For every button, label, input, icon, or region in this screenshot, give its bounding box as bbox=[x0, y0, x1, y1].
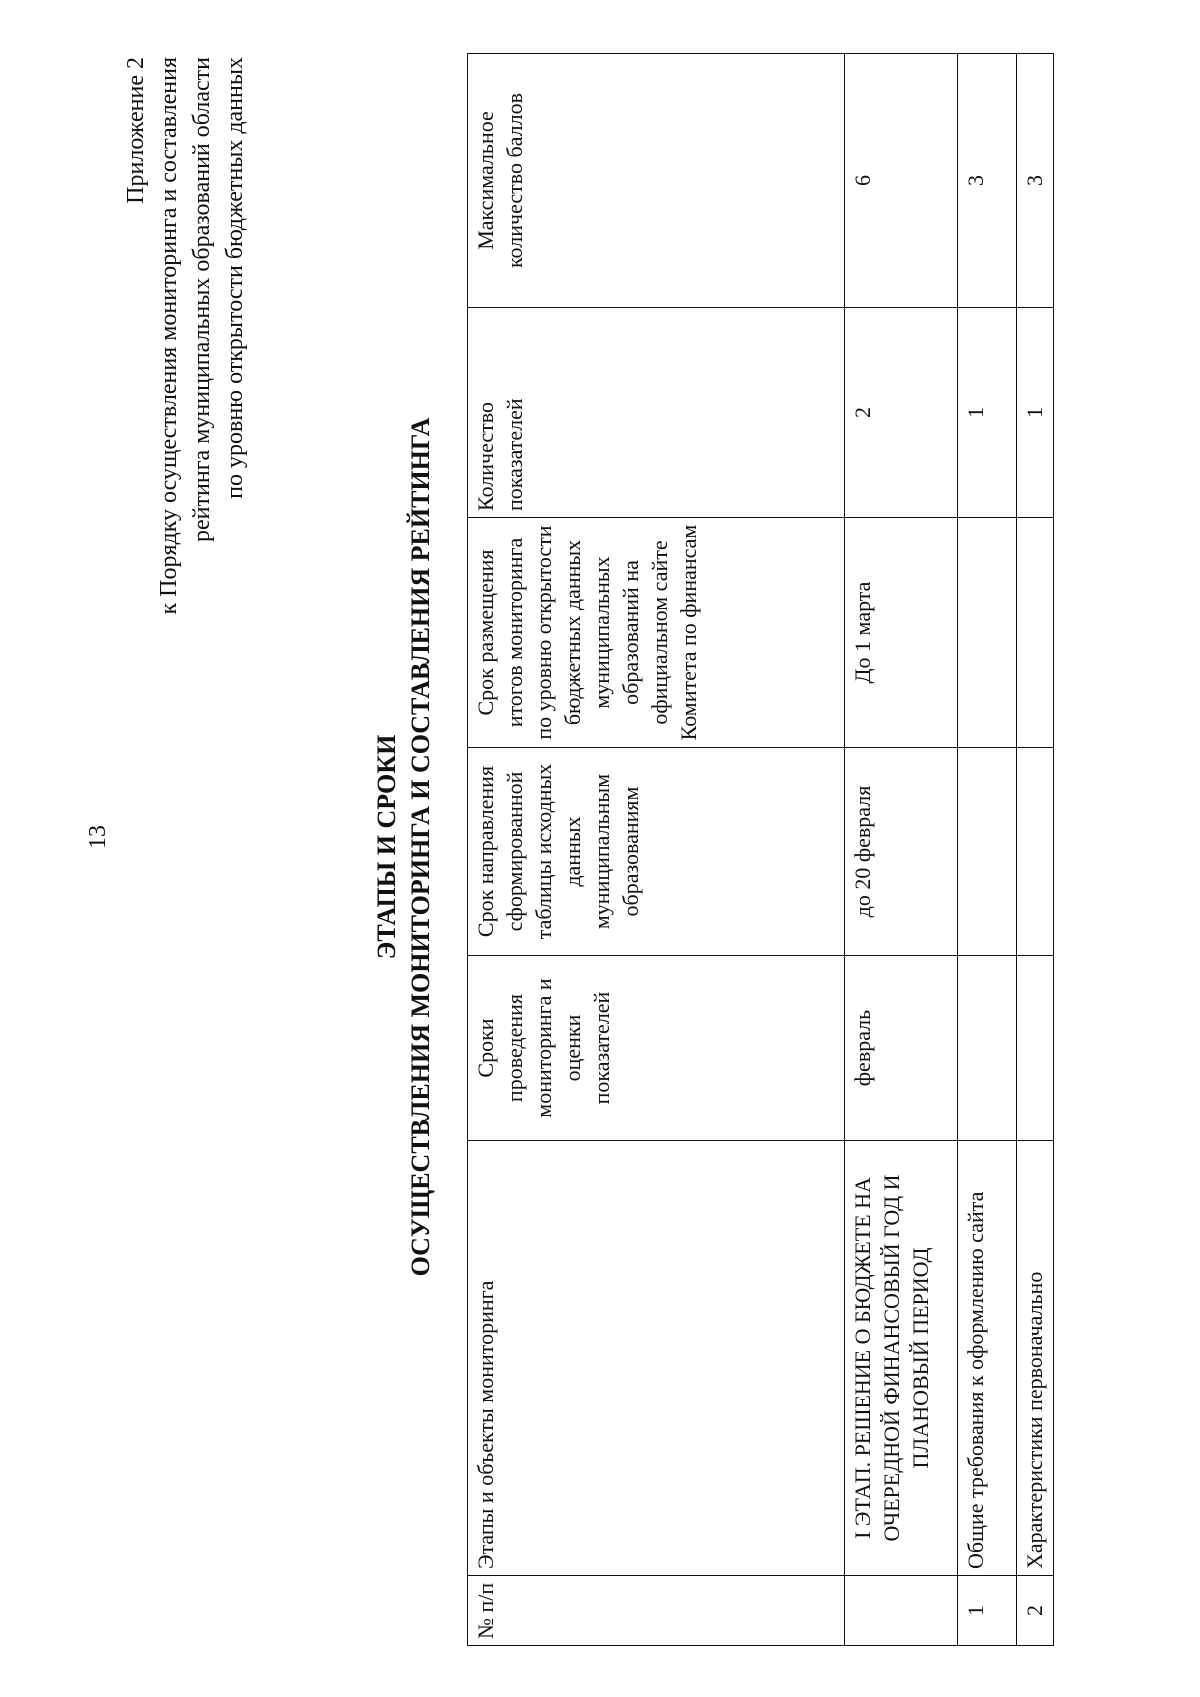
cell-stage: Характеристики первоначально bbox=[1017, 1141, 1054, 1576]
appendix-header bbox=[120, 57, 252, 707]
appendix-line: по уровню открытости бюджетных данных bbox=[222, 57, 248, 499]
monitoring-stages-table bbox=[467, 53, 1054, 1646]
header-send: Срок направления сформированной таблицы исходных данных муниципальным образованиям bbox=[468, 748, 845, 956]
cell-count: 2 bbox=[845, 308, 958, 518]
header-period: Сроки проведения мониторинга и оценки показателей bbox=[468, 956, 845, 1141]
cell-period bbox=[958, 956, 1017, 1141]
cell-place bbox=[958, 518, 1017, 748]
cell-send: до 20 февраля bbox=[845, 748, 958, 956]
table-header-row bbox=[468, 54, 845, 1646]
header-place: Срок размещения итогов мониторинга по уровню открытости бюджетных данных муниципальных образований на официальном сайте Комитета по финансам bbox=[468, 518, 845, 748]
title-line: ОСУЩЕСТВЛЕНИЯ МОНИТОРИНГА И СОСТАВЛЕНИЯ РЕЙТИНГА bbox=[406, 417, 435, 1277]
document-title bbox=[370, 247, 438, 1447]
cell-num bbox=[845, 1576, 958, 1646]
cell-place: До 1 марта bbox=[845, 518, 958, 748]
title-line: ЭТАПЫ И СРОКИ bbox=[372, 734, 401, 960]
header-stage: Этапы и объекты мониторинга bbox=[468, 1141, 845, 1576]
table-row bbox=[958, 54, 1017, 1646]
appendix-line: Приложение 2 bbox=[123, 57, 149, 204]
appendix-line: рейтинга муниципальных образований области bbox=[189, 57, 215, 542]
cell-max: 3 bbox=[958, 54, 1017, 308]
cell-stage: I ЭТАП. РЕШЕНИЕ О БЮДЖЕТЕ НА ОЧЕРЕДНОЙ ФИНАНСОВЫЙ ГОД И ПЛАНОВЫЙ ПЕРИОД bbox=[845, 1141, 958, 1576]
cell-place bbox=[1017, 518, 1054, 748]
cell-send bbox=[1017, 748, 1054, 956]
cell-period: февраль bbox=[845, 956, 958, 1141]
cell-max: 3 bbox=[1017, 54, 1054, 308]
appendix-line: к Порядку осуществления мониторинга и составления bbox=[156, 57, 182, 615]
cell-max: 6 bbox=[845, 54, 958, 308]
cell-count: 1 bbox=[1017, 308, 1054, 518]
header-num: № п/п bbox=[468, 1576, 845, 1646]
cell-send bbox=[958, 748, 1017, 956]
cell-count: 1 bbox=[958, 308, 1017, 518]
cell-num: 1 bbox=[958, 1576, 1017, 1646]
cell-period bbox=[1017, 956, 1054, 1141]
page-number: 13 bbox=[85, 825, 111, 849]
table-row bbox=[845, 54, 958, 1646]
table-row bbox=[1017, 54, 1054, 1646]
cell-num: 2 bbox=[1017, 1576, 1054, 1646]
header-max: Максимальное количество баллов bbox=[468, 54, 845, 308]
header-count: Количество показателей bbox=[468, 308, 845, 518]
cell-stage: Общие требования к оформлению сайта bbox=[958, 1141, 1017, 1576]
